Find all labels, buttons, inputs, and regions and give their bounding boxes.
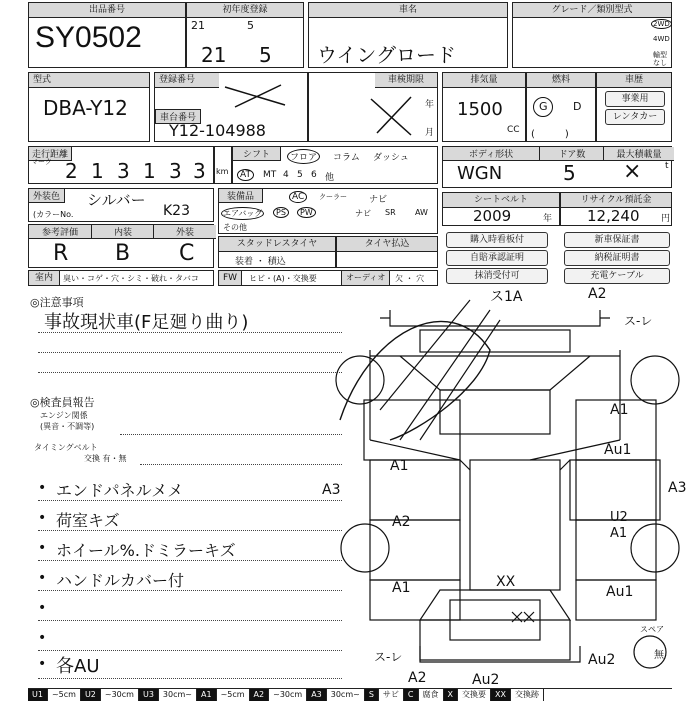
grade-box bbox=[512, 2, 672, 68]
inspector-bullet-3: • bbox=[38, 540, 47, 556]
ton-unit: t bbox=[665, 161, 669, 171]
drive-none: 輸型なし bbox=[653, 51, 667, 67]
shift-other: 他 bbox=[325, 173, 335, 183]
seatbelt-year: 2009 bbox=[473, 207, 512, 225]
load-label: 最大積載量 bbox=[603, 147, 674, 161]
shift-box bbox=[232, 146, 438, 184]
color-box bbox=[28, 188, 214, 222]
mileage-digit-6: 3 bbox=[193, 159, 206, 183]
timing-sub: 交換 有・無 bbox=[84, 454, 127, 463]
legend-val-c: 腐食 bbox=[419, 689, 444, 701]
unit-km: km bbox=[216, 167, 229, 176]
notes-title: ◎注意事項 bbox=[30, 296, 84, 309]
interior-row-items: 臭い・コゲ・穴・シミ・破れ・タバコ bbox=[63, 274, 199, 283]
mark-r1: A1 bbox=[610, 402, 629, 418]
inspector-line-3 bbox=[38, 560, 342, 561]
mileage-digit-5: 3 bbox=[169, 159, 182, 183]
fuel-paren: ( ) bbox=[531, 129, 569, 140]
mark-b1: A2 bbox=[408, 670, 427, 686]
mileage-label: 走行距離 bbox=[29, 147, 72, 161]
doc-purchase-sign: 購入時看板付 bbox=[446, 232, 548, 248]
interior-row-label: 室内 bbox=[29, 271, 60, 285]
fuel-d: D bbox=[573, 100, 582, 113]
doc-liability: 自賠承認証明 bbox=[446, 250, 548, 266]
fw-items: ヒビ・(A)・交換要 bbox=[249, 274, 317, 283]
inspection-box bbox=[308, 72, 438, 142]
legend-val-x: 交換要 bbox=[458, 689, 491, 701]
car-name: ウイングロード bbox=[317, 43, 456, 67]
shift-floor: フロア bbox=[287, 149, 320, 164]
reg-cross-mark bbox=[215, 81, 295, 111]
mileage-digit-1: 2 bbox=[65, 159, 78, 183]
mark-right-a3: A3 bbox=[668, 480, 687, 496]
lot-number: SY0502 bbox=[35, 21, 142, 54]
grades-box bbox=[28, 224, 214, 268]
displacement-value: 1500 bbox=[457, 99, 503, 120]
recycle-yen: 円 bbox=[661, 214, 671, 224]
note-line-1 bbox=[38, 332, 342, 333]
equip-aw: AW bbox=[415, 208, 428, 217]
grade-interior-label: 内装 bbox=[91, 225, 154, 239]
first-reg-year-printed: 21 bbox=[191, 19, 205, 32]
equip-navi-top: ナビ bbox=[369, 195, 388, 205]
drive-2wd: 2WD bbox=[653, 20, 670, 28]
audio-label: オーディオ bbox=[341, 271, 390, 285]
chassis-number: Y12-104988 bbox=[169, 121, 266, 140]
legend-val-u2: ~30cm bbox=[101, 689, 139, 701]
inspector-note-2: 荷室キズ bbox=[56, 511, 120, 530]
inspector-line-1 bbox=[38, 500, 342, 501]
legend-key-c: C bbox=[404, 689, 419, 701]
studless-box bbox=[218, 236, 336, 268]
mark-b2: Au2 bbox=[472, 672, 500, 688]
mileage-box bbox=[28, 146, 214, 184]
first-reg-month-printed: 5 bbox=[247, 19, 254, 32]
inspector-note-3: ホイール%.ドミラーキズ bbox=[56, 541, 236, 560]
inspector-line-5 bbox=[38, 620, 342, 621]
studless-label: スタッドレスタイヤ bbox=[219, 237, 335, 252]
inspector-bullet-5: • bbox=[38, 600, 47, 616]
car-name-label: 車名 bbox=[309, 3, 507, 18]
mileage-digit-3: 3 bbox=[117, 159, 130, 183]
spare-mark: 無 bbox=[654, 650, 664, 661]
shift-5: 5 bbox=[297, 170, 303, 180]
equip-other-label: その他 bbox=[223, 223, 247, 232]
reg-box bbox=[154, 72, 308, 142]
first-reg-box bbox=[186, 2, 304, 68]
equip-ac: AC bbox=[289, 191, 307, 203]
grade-interior: B bbox=[115, 241, 131, 266]
seatbelt-year-unit: 年 bbox=[543, 214, 553, 224]
legend-key-u3: U3 bbox=[139, 689, 159, 701]
fuel-label: 燃料 bbox=[527, 73, 595, 88]
legend-key-u1: U1 bbox=[28, 689, 48, 701]
mark-r2: Au1 bbox=[604, 442, 632, 458]
inspector-note-7: 各AU bbox=[56, 656, 100, 677]
doors-label: ドア数 bbox=[539, 147, 604, 161]
legend-val-a2: ~30cm bbox=[269, 689, 307, 701]
legend-val-u1: ~5cm bbox=[48, 689, 81, 701]
model-label: 型式 bbox=[29, 73, 149, 88]
engine-sub: (異音・不調等) bbox=[40, 422, 95, 431]
doc-tax: 納税証明書 bbox=[564, 250, 670, 266]
mileage-digit-2: 1 bbox=[91, 159, 104, 183]
color-value: シルバー bbox=[87, 191, 146, 209]
mileage-digit-4: 1 bbox=[143, 159, 156, 183]
drive-4wd: 4WD bbox=[653, 35, 670, 43]
tire-box bbox=[336, 236, 438, 268]
inspector-note-1: エンドパネルメメ bbox=[56, 481, 184, 500]
mileage-unit-box bbox=[214, 146, 232, 184]
usage-rental: レンタカー bbox=[605, 109, 665, 125]
doc-deregister: 抹消受付可 bbox=[446, 268, 548, 284]
inspector-title: ◎検査員報告 bbox=[30, 396, 95, 409]
legend-val-s: サビ bbox=[379, 689, 404, 701]
engine-label: エンジン関係 bbox=[40, 411, 88, 420]
shift-4: 4 bbox=[283, 170, 289, 180]
note-line-2 bbox=[38, 352, 342, 353]
mark-l3: A1 bbox=[392, 580, 411, 596]
color-label: 外装色 bbox=[29, 189, 65, 203]
legend-key-u2: U2 bbox=[81, 689, 101, 701]
inspector-bullet-6: • bbox=[38, 630, 47, 646]
grade-exterior: C bbox=[179, 241, 195, 266]
mark-l2: A2 bbox=[392, 514, 411, 530]
month-unit: 月 bbox=[425, 128, 435, 138]
lot-box bbox=[28, 2, 186, 68]
interior-row bbox=[28, 270, 214, 286]
tire-label: タイヤ払込 bbox=[337, 237, 437, 252]
mileage-mark-label: マーク bbox=[31, 158, 52, 166]
shift-label: シフト bbox=[233, 147, 281, 161]
equip-pw: PW bbox=[297, 207, 316, 218]
fw-row bbox=[218, 270, 438, 286]
inspector-line-4 bbox=[38, 590, 342, 591]
first-reg-month: 5 bbox=[259, 43, 272, 67]
first-reg-year: 21 bbox=[201, 43, 227, 67]
lot-label: 出品番号 bbox=[29, 3, 185, 18]
legend-bar bbox=[28, 688, 672, 701]
grade-ref-label: 参考評価 bbox=[29, 225, 91, 239]
fuel-g: G bbox=[539, 100, 548, 113]
doc-charge-cable: 充電ケーブル bbox=[564, 268, 670, 284]
body-type-value: WGN bbox=[457, 163, 503, 184]
shift-dash: ダッシュ bbox=[373, 153, 409, 163]
inspector-line-0 bbox=[120, 434, 342, 435]
equip-navi: ナビ bbox=[355, 209, 371, 218]
recycle-label: リサイクル預託金 bbox=[561, 193, 671, 208]
usage-business: 事業用 bbox=[605, 91, 665, 107]
displacement-label: 排気量 bbox=[443, 73, 525, 88]
chassis-label: 車台番号 bbox=[155, 109, 201, 124]
load-value: × bbox=[623, 159, 642, 184]
inspector-bullet-4: • bbox=[38, 570, 47, 586]
equipment-label: 装備品 bbox=[219, 189, 263, 203]
mark-r4: Au1 bbox=[606, 584, 634, 600]
legend-val-a3: 30cm~ bbox=[327, 689, 365, 701]
model-value: DBA-Y12 bbox=[43, 96, 128, 120]
legend-key-a1: A1 bbox=[197, 689, 217, 701]
inspector-bullet-7: • bbox=[38, 656, 47, 672]
doc-warranty: 新車保証書 bbox=[564, 232, 670, 248]
inspection-label: 車検期限 bbox=[375, 73, 437, 88]
grade-exterior-label: 外装 bbox=[153, 225, 216, 239]
mark-top-right: ス-レ bbox=[624, 314, 653, 328]
inspector-bullet-1: • bbox=[38, 480, 47, 496]
color-code: K23 bbox=[163, 203, 190, 219]
inspector-line-2 bbox=[38, 530, 342, 531]
body-type-label: ボディ形状 bbox=[443, 147, 539, 161]
legend-val-u3: 30cm~ bbox=[159, 689, 197, 701]
recycle-box bbox=[560, 192, 672, 226]
model-box bbox=[28, 72, 150, 142]
usage-box bbox=[596, 72, 672, 142]
mark-left-a3: A3 bbox=[322, 482, 341, 498]
grade-ref: R bbox=[53, 241, 69, 266]
audio-items: 欠 ・ 穴 bbox=[395, 274, 425, 283]
shift-mt: MT bbox=[263, 170, 277, 180]
spare-label: スペア bbox=[640, 625, 664, 634]
legend-key-x: X bbox=[444, 689, 458, 701]
inspector-line-00 bbox=[140, 464, 342, 465]
inspector-note-4: ハンドルカバー付 bbox=[56, 571, 185, 590]
seatbelt-box bbox=[442, 192, 560, 226]
shift-6: 6 bbox=[311, 170, 317, 180]
usage-label: 車歴 bbox=[597, 73, 671, 88]
inspection-cross-mark bbox=[365, 93, 425, 139]
timing-label: タイミングベルト bbox=[34, 443, 98, 452]
legend-val-xx: 交換跡 bbox=[511, 689, 544, 701]
legend-key-a2: A2 bbox=[250, 689, 270, 701]
grade-label: グレード／類別型式 bbox=[513, 3, 671, 18]
car-name-box bbox=[308, 2, 508, 68]
equip-ps: PS bbox=[273, 207, 289, 218]
mark-top-1: ス1A bbox=[490, 289, 523, 305]
inspector-line-6 bbox=[38, 650, 342, 651]
shift-column: コラム bbox=[333, 153, 360, 163]
color-code-label: (カラーNo. bbox=[33, 210, 74, 219]
seatbelt-label: シートベルト bbox=[443, 193, 559, 208]
equip-cooler: クーラー bbox=[319, 193, 347, 201]
equip-airbag: エアバッグ bbox=[223, 209, 263, 218]
notes-text: 事故現状車(F足廻り曲り) bbox=[44, 312, 249, 333]
displacement-box bbox=[442, 72, 526, 142]
inspector-bullet-2: • bbox=[38, 510, 47, 526]
first-reg-label: 初年度登録 bbox=[187, 3, 303, 18]
legend-key-a3: A3 bbox=[307, 689, 327, 701]
fw-label: FW bbox=[219, 271, 242, 285]
mark-b3: Au2 bbox=[588, 652, 616, 668]
doors-value: 5 bbox=[563, 161, 576, 185]
inspector-line-7 bbox=[38, 678, 342, 679]
legend-val-a1: ~5cm bbox=[217, 689, 250, 701]
note-line-3 bbox=[38, 372, 342, 373]
studless-items: 装着 ・ 積込 bbox=[235, 257, 286, 267]
equip-sr: SR bbox=[385, 208, 396, 217]
legend-key-xx: XX bbox=[491, 689, 511, 701]
fuel-box bbox=[526, 72, 596, 142]
equipment-box bbox=[218, 188, 438, 234]
body-box bbox=[442, 146, 672, 188]
legend-key-s: S bbox=[365, 689, 379, 701]
reg-no-label: 登録番号 bbox=[155, 73, 219, 88]
mark-l1: A1 bbox=[390, 458, 409, 474]
mark-top-2: A2 bbox=[588, 286, 607, 302]
cc-unit: CC bbox=[507, 125, 520, 135]
shift-at: AT bbox=[237, 169, 254, 181]
mark-r3: U2 A1 bbox=[610, 510, 628, 541]
mark-bottom-left: ス-レ bbox=[374, 650, 403, 664]
year-unit: 年 bbox=[425, 100, 435, 110]
mark-xx-rear: XX bbox=[496, 574, 516, 590]
recycle-value: 12,240 bbox=[587, 207, 640, 225]
